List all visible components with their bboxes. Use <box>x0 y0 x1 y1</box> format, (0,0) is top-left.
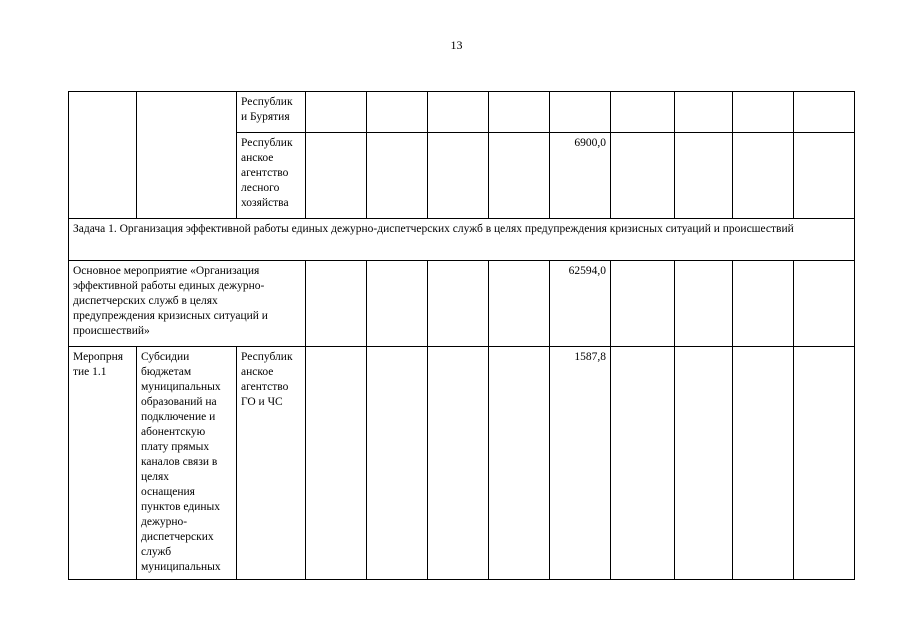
table-cell <box>367 92 428 133</box>
table-cell <box>675 261 733 347</box>
table-cell <box>367 261 428 347</box>
table-cell <box>550 92 611 133</box>
table-cell <box>794 261 855 347</box>
table-cell <box>489 92 550 133</box>
main-measure-row <box>69 261 855 347</box>
table-cell <box>489 133 550 219</box>
table-cell <box>306 261 367 347</box>
table-cell <box>306 92 367 133</box>
table-cell <box>675 347 733 580</box>
table-cell <box>675 133 733 219</box>
table-cell <box>428 261 489 347</box>
table-cell <box>611 347 675 580</box>
table-cell <box>367 347 428 580</box>
merged-name-cell <box>137 92 237 219</box>
merged-code-cell <box>69 92 137 219</box>
table-cell <box>367 133 428 219</box>
measure-name-cell: Субсидии бюджетам муниципальных образований на подключение и абонентскую плату прямых каналов связи в целях оснащения пунктов единых дежурно- диспетчерских служб муниципальных <box>137 347 237 580</box>
table-cell <box>306 133 367 219</box>
table-cell <box>794 92 855 133</box>
executor-cell: Республик анское агентство лесного хозяйства <box>237 133 306 219</box>
page-number: 13 <box>450 38 463 52</box>
table-cell <box>794 347 855 580</box>
table-cell <box>428 133 489 219</box>
program-table <box>68 91 855 580</box>
task-row <box>69 219 855 261</box>
task-cell: Задача 1. Организация эффективной работы единых дежурно-диспетчерских служб в целях предупреждения кризисных ситуаций и происшествий <box>69 219 855 261</box>
amount-cell: 62594,0 <box>550 261 611 347</box>
table-cell <box>733 133 794 219</box>
table-cell <box>733 261 794 347</box>
table-cell <box>611 92 675 133</box>
measure-code-cell: Меропрня тие 1.1 <box>69 347 137 580</box>
amount-cell: 6900,0 <box>550 133 611 219</box>
table-row <box>69 92 855 133</box>
table-cell <box>489 347 550 580</box>
table-cell <box>428 347 489 580</box>
main-measure-cell: Основное мероприятие «Организация эффективной работы единых дежурно-диспетчерских служб в целях предупреждения кризисных ситуаций и происшествий» <box>69 261 306 347</box>
table-cell <box>611 261 675 347</box>
table-cell <box>733 92 794 133</box>
table-cell <box>794 133 855 219</box>
table-cell <box>675 92 733 133</box>
table-cell <box>489 261 550 347</box>
executor-cell: Республик анское агентство ГО и ЧС <box>237 347 306 580</box>
measure-row <box>69 347 855 580</box>
executor-cell: Республик и Бурятия <box>237 92 306 133</box>
table-cell <box>611 133 675 219</box>
amount-cell: 1587,8 <box>550 347 611 580</box>
table-cell <box>306 347 367 580</box>
table-cell <box>428 92 489 133</box>
table-cell <box>733 347 794 580</box>
